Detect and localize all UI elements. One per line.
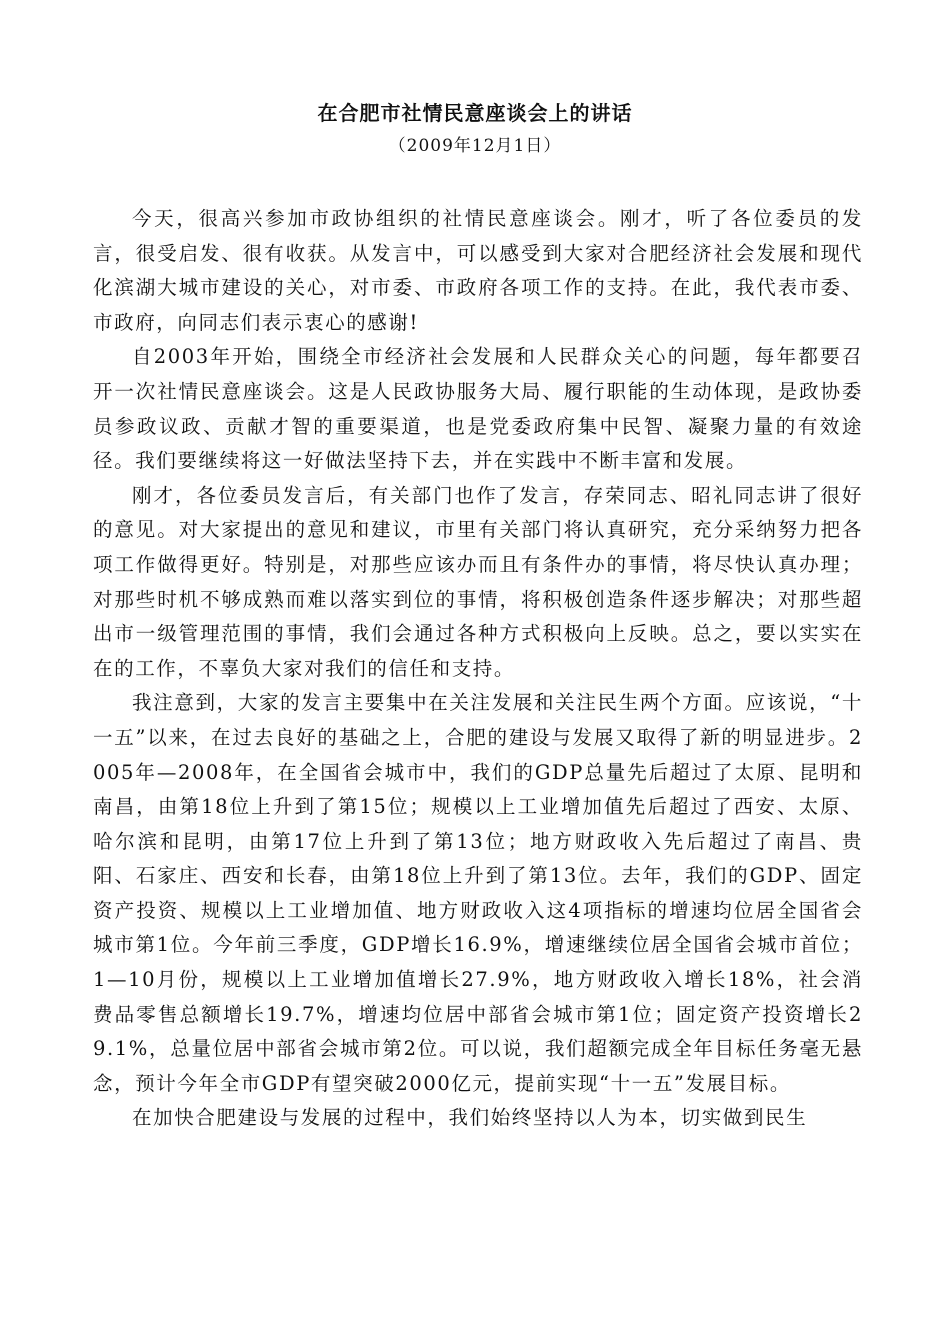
paragraph: 我注意到，大家的发言主要集中在关注发展和关注民生两个方面。应该说，“十一五”以来，在过去良好的基础之上，合肥的建设与发展又取得了新的明显进步。2005年—2008年，在全国省会城市中，我们的GDP总量先后超过了太原、昆明和南昌，由第18位上升到了第15位；规模以上工业增加值先后超过了西安、太原、哈尔滨和昆明，由第17位上升到了第13位；地方财政收入先后超过了南昌、贵阳、石家庄、西安和长春，由第18位上升到了第13位。去年，我们的GDP、固定资产投资、规模以上工业增加值、地方财政收入这4项指标的增速均位居全国省会城市第1位。今年前三季度，GDP增长16.9%，增速继续位居全国省会城市首位；1—10月份，规模以上工业增加值增长27.9%，地方财政收入增长18%，社会消费品零售总额增长19.7%，增速均位居中部省会城市第1位；固定资产投资增长29.1%，总量位居中部省会城市第2位。可以说，我们超额完成全年目标任务毫无悬念，预计今年全市GDP有望突破2000亿元，提前实现“十一五”发展目标。 [93, 691, 863, 1095]
paragraph: 在加快合肥建设与发展的过程中，我们始终坚持以人为本，切实做到民生 [132, 1106, 808, 1130]
paragraph: 自2003年开始，围绕全市经济社会发展和人民群众关心的问题，每年都要召开一次社情民意座谈会。这是人民政协服务大局、履行职能的生动体现，是政协委员参政议政、贡献才智的重要渠道，也是党委政府集中民智、凝聚力量的有效途径。我们要继续将这一好做法坚持下去，并在实践中不断丰富和发展。 [93, 345, 863, 473]
document-date: （2009年12月1日） [388, 136, 562, 156]
document-title: 在合肥市社情民意座谈会上的讲话 [317, 101, 633, 125]
paragraph: 今天，很高兴参加市政协组织的社情民意座谈会。刚才，听了各位委员的发言，很受启发、很有收获。从发言中，可以感受到大家对合肥经济社会发展和现代化滨湖大城市建设的关心，对市委、市政府各项工作的支持。在此，我代表市委、市政府，向同志们表示衷心的感谢! [93, 207, 863, 334]
document-body [93, 202, 863, 1136]
paragraph: 刚才，各位委员发言后，有关部门也作了发言，存荣同志、昭礼同志讲了很好的意见。对大家提出的意见和建议，市里有关部门将认真研究，充分采纳努力把各项工作做得更好。特别是，对那些应该办而且有条件办的事情，将尽快认真办理；对那些时机不够成熟而难以落实到位的事情，将积极创造条件逐步解决；对那些超出市一级管理范围的事情，我们会通过各种方式积极向上反映。总之，要以实实在在的工作，不辜负大家对我们的信任和支持。 [93, 483, 863, 680]
